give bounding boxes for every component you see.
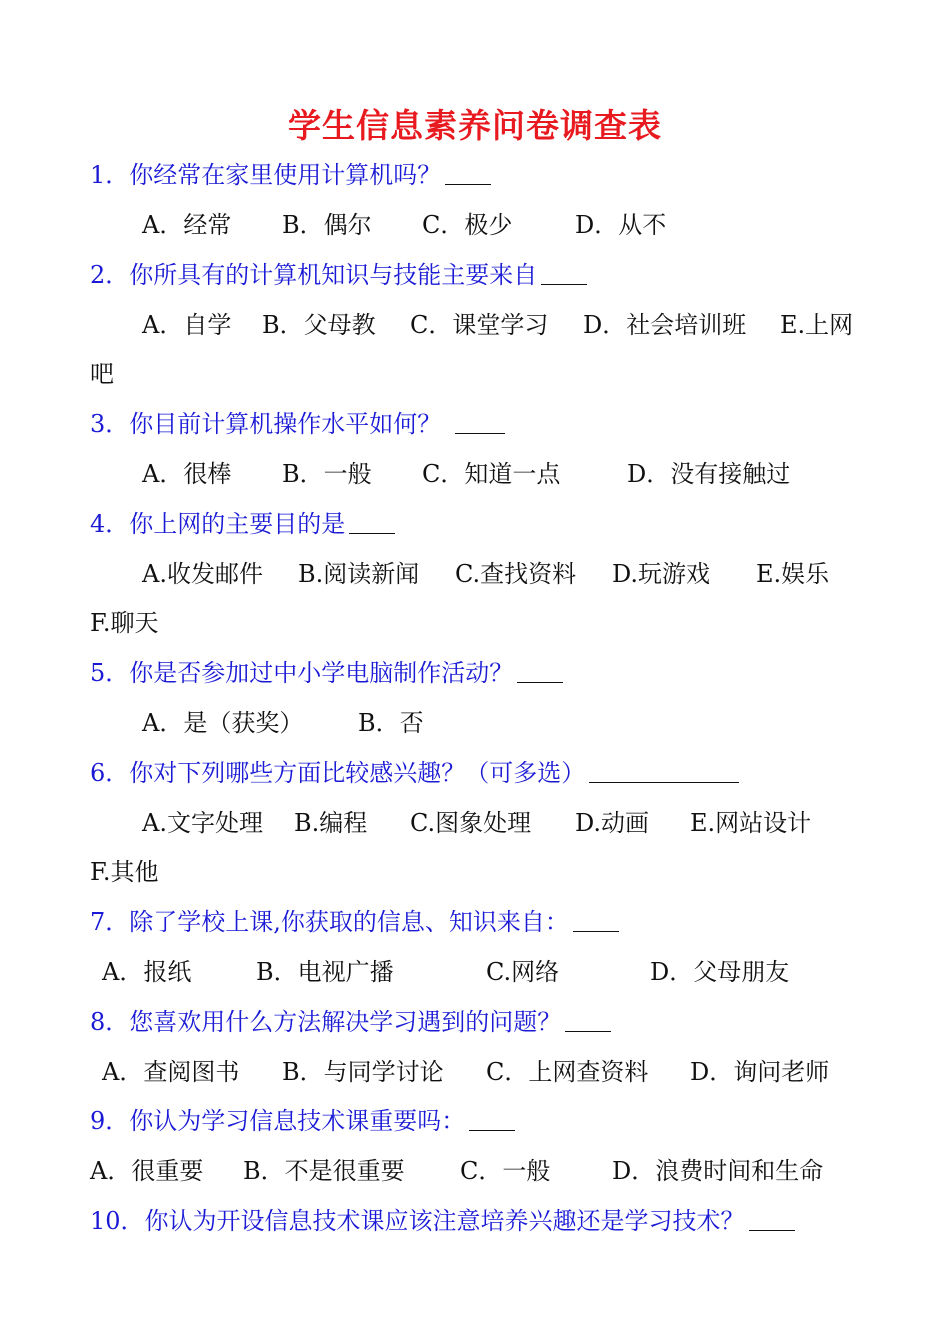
answer-blank-10[interactable] — [749, 1206, 795, 1231]
question-6 — [90, 756, 739, 790]
q6-option-f: F.其他 — [90, 858, 159, 886]
question-9 — [90, 1104, 515, 1138]
q4-option-a: A.收发邮件 — [142, 560, 263, 588]
answer-blank-9[interactable] — [469, 1106, 515, 1131]
q7-option-d: D．父母朋友 — [650, 958, 790, 986]
q6-option-b: B.编程 — [294, 809, 368, 837]
q4-option-d: D.玩游戏 — [612, 560, 711, 588]
question-10-text: 10．你认为开设信息技术课应该注意培养兴趣还是学习技术？ — [90, 1207, 745, 1235]
page-title: 学生信息素养问卷调查表 — [288, 106, 662, 145]
q3-option-d: D．没有接触过 — [627, 460, 791, 488]
q5-option-b: B．否 — [358, 709, 424, 737]
answer-blank-5[interactable] — [517, 658, 563, 683]
question-4-text: 4．你上网的主要目的是 — [90, 510, 346, 538]
q4-option-b: B.阅读新闻 — [298, 560, 420, 588]
question-5 — [90, 656, 563, 690]
question-3 — [90, 407, 505, 441]
q7-option-a: A．报纸 — [102, 958, 192, 986]
q7-option-b: B．电视广播 — [256, 958, 394, 986]
question-1 — [90, 158, 491, 192]
q3-option-a: A．很棒 — [142, 460, 232, 488]
question-10 — [90, 1204, 795, 1238]
q2-option-e-wrap: 吧 — [90, 360, 114, 388]
q2-option-a: A．自学 — [142, 311, 232, 339]
q2-option-d: D．社会培训班 — [583, 311, 747, 339]
question-4 — [90, 507, 395, 541]
answer-blank-6[interactable] — [589, 758, 739, 783]
q8-option-a: A．查阅图书 — [102, 1058, 240, 1086]
answer-blank-7[interactable] — [573, 907, 619, 932]
q7-option-c: C.网络 — [486, 958, 560, 986]
q8-option-c: C．上网查资料 — [486, 1058, 649, 1086]
question-5-text: 5．你是否参加过中小学电脑制作活动？ — [90, 659, 514, 687]
q1-option-d: D．从不 — [575, 211, 667, 239]
q2-option-b: B．父母教 — [262, 311, 376, 339]
q2-option-c: C．课堂学习 — [410, 311, 549, 339]
question-7 — [90, 905, 619, 939]
q2-option-e: E.上网 — [780, 311, 854, 339]
q3-option-c: C．知道一点 — [422, 460, 561, 488]
q9-option-c: C．一般 — [460, 1157, 551, 1185]
q1-option-a: A．经常 — [142, 211, 232, 239]
q6-option-a: A.文字处理 — [142, 809, 263, 837]
q4-option-f: F.聊天 — [90, 609, 159, 637]
question-7-text: 7．除了学校上课,你获取的信息、知识来自： — [90, 908, 569, 936]
q4-option-e: E.娱乐 — [756, 560, 830, 588]
answer-blank-4[interactable] — [349, 509, 395, 534]
q6-option-c: C.图象处理 — [410, 809, 532, 837]
question-8-text: 8．您喜欢用什么方法解决学习遇到的问题？ — [90, 1008, 562, 1036]
q8-option-b: B．与同学讨论 — [282, 1058, 444, 1086]
q5-option-a: A．是（获奖） — [142, 709, 304, 737]
question-3-text: 3．你目前计算机操作水平如何？ — [90, 410, 442, 438]
q1-option-b: B．偶尔 — [282, 211, 372, 239]
question-9-text: 9．你认为学习信息技术课重要吗： — [90, 1107, 466, 1135]
q4-option-c: C.查找资料 — [455, 560, 577, 588]
question-8 — [90, 1005, 611, 1039]
answer-blank-3[interactable] — [455, 409, 505, 434]
q9-option-a: A．很重要 — [90, 1157, 204, 1185]
q9-option-d: D．浪费时间和生命 — [612, 1157, 824, 1185]
answer-blank-1[interactable] — [445, 160, 491, 185]
q3-option-b: B．一般 — [282, 460, 372, 488]
q6-option-d: D.动画 — [575, 809, 650, 837]
answer-blank-2[interactable] — [541, 260, 587, 285]
q9-option-b: B．不是很重要 — [243, 1157, 405, 1185]
question-1-text: 1．你经常在家里使用计算机吗？ — [90, 161, 442, 189]
question-6-text: 6．你对下列哪些方面比较感兴趣？（可多选） — [90, 759, 586, 787]
q1-option-c: C．极少 — [422, 211, 513, 239]
question-2-text: 2．你所具有的计算机知识与技能主要来自 — [90, 261, 538, 289]
q8-option-d: D．询问老师 — [690, 1058, 830, 1086]
q6-option-e: E.网站设计 — [690, 809, 812, 837]
question-2 — [90, 258, 587, 292]
answer-blank-8[interactable] — [565, 1007, 611, 1032]
